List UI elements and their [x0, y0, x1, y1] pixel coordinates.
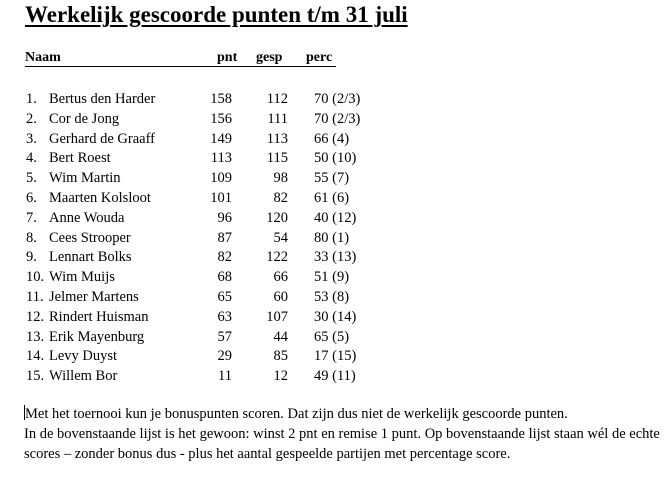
cell-perc: 70 (2/3): [314, 110, 361, 127]
explanation-note: [24, 404, 660, 464]
table-row: [0, 267, 667, 287]
cell-idx: 4.: [26, 150, 37, 167]
cell-pnt: 11: [218, 368, 232, 385]
cell-pnt: 82: [217, 249, 232, 266]
column-header-gesp: gesp: [256, 50, 283, 65]
cell-perc: 80 (1): [314, 229, 350, 246]
column-header-naam: Naam: [25, 50, 61, 65]
cell-gesp: 54: [273, 229, 288, 246]
cell-perc: 33 (13): [314, 249, 357, 266]
cell-gesp: 60: [273, 289, 288, 305]
cell-idx: 8.: [26, 229, 37, 246]
cell-name: Erik Mayenburg: [49, 328, 145, 345]
cell-pnt: 156: [210, 110, 232, 127]
column-header-perc: perc: [306, 50, 333, 65]
cell-pnt: 68: [217, 269, 232, 286]
cell-perc: 40 (12): [314, 209, 357, 226]
cell-name: Gerhard de Graaff: [49, 130, 156, 147]
table-row: [0, 109, 667, 129]
table-row: [0, 327, 667, 347]
cell-gesp: 82: [273, 190, 288, 206]
cell-pnt: 109: [210, 170, 232, 187]
table-row: [0, 366, 667, 386]
cell-perc: 51 (9): [314, 269, 350, 286]
cell-perc: 70 (2/3): [314, 91, 361, 107]
cell-pnt: 101: [210, 190, 232, 206]
cell-idx: 5.: [26, 170, 37, 187]
cell-idx: 11.: [26, 289, 44, 305]
cell-name: Wim Muijs: [49, 269, 115, 286]
cell-perc: 53 (8): [314, 289, 350, 305]
cell-perc: 55 (7): [314, 170, 350, 187]
cell-perc: 66 (4): [314, 130, 350, 147]
note-line-1: Met het toernooi kun je bonuspunten scoren. Dat zijn dus niet de werkelijk gescoorde punten.: [25, 406, 568, 422]
cell-name: Bert Roest: [49, 150, 111, 167]
cell-pnt: 96: [217, 209, 232, 226]
header-underline: [25, 66, 336, 67]
table-row: [0, 188, 667, 208]
cell-perc: 65 (5): [314, 328, 350, 345]
cell-gesp: 107: [266, 308, 288, 325]
cell-gesp: 122: [266, 249, 288, 266]
cell-perc: 30 (14): [314, 308, 357, 325]
cell-name: Maarten Kolsloot: [49, 190, 151, 206]
cell-name: Willem Bor: [49, 368, 118, 385]
table-row: [0, 208, 667, 228]
table-row: [0, 168, 667, 188]
page-title: Werkelijk gescoorde punten t/m 31 juli: [25, 2, 408, 27]
cell-pnt: 29: [217, 348, 232, 365]
cell-gesp: 113: [266, 130, 288, 147]
note-line-2: In de bovenstaande lijst is het gewoon: winst 2 pnt en remise 1 punt. Op bovenstaande lijst staan wél de echte scores – zonder bonus dus - plus het aantal gespeelde partijen met percentage score.: [24, 426, 660, 462]
cell-idx: 7.: [26, 209, 37, 226]
table-row: [0, 307, 667, 327]
cell-idx: 2.: [26, 110, 37, 127]
cell-gesp: 98: [273, 170, 288, 187]
cell-pnt: 158: [210, 91, 232, 107]
cell-name: Lennart Bolks: [49, 249, 132, 266]
cell-idx: 10.: [26, 269, 45, 286]
cell-idx: 9.: [26, 249, 37, 266]
cell-name: Bertus den Harder: [49, 91, 156, 107]
table-row: [0, 346, 667, 366]
cell-gesp: 120: [266, 209, 288, 226]
cell-gesp: 115: [266, 150, 288, 167]
cell-name: Cees Strooper: [49, 229, 131, 246]
cell-perc: 50 (10): [314, 150, 357, 167]
column-header-pnt: pnt: [217, 50, 238, 65]
cell-perc: 17 (15): [314, 348, 357, 365]
table-row: [0, 247, 667, 267]
table-row: [0, 129, 667, 149]
cell-pnt: 63: [217, 308, 232, 325]
cell-name: Jelmer Martens: [49, 289, 139, 305]
cell-perc: 61 (6): [314, 190, 350, 206]
cell-idx: 6.: [26, 190, 37, 206]
cell-gesp: 85: [273, 348, 288, 365]
cell-pnt: 87: [217, 229, 232, 246]
cell-pnt: 113: [210, 150, 232, 167]
cell-pnt: 149: [210, 130, 232, 147]
cell-name: Wim Martin: [49, 170, 121, 187]
cell-name: Anne Wouda: [49, 209, 125, 226]
cell-idx: 13.: [26, 328, 45, 345]
table-row: [0, 287, 667, 307]
cell-gesp: 112: [266, 91, 288, 107]
cell-name: Rindert Huisman: [49, 308, 149, 325]
cell-gesp: 111: [267, 110, 288, 127]
cell-idx: 12.: [26, 308, 45, 325]
cell-name: Cor de Jong: [49, 110, 120, 127]
table-row: [0, 89, 667, 109]
cell-name: Levy Duyst: [49, 348, 118, 365]
cell-idx: 3.: [26, 130, 37, 147]
cell-perc: 49 (11): [314, 368, 356, 385]
cell-gesp: 12: [273, 368, 288, 385]
cell-idx: 1.: [26, 91, 37, 107]
cell-idx: 15.: [26, 368, 45, 385]
table-row: [0, 228, 667, 248]
cell-pnt: 57: [217, 328, 232, 345]
cell-gesp: 66: [273, 269, 288, 286]
cell-gesp: 44: [273, 328, 288, 345]
cell-idx: 14.: [26, 348, 45, 365]
table-row: [0, 148, 667, 168]
cell-pnt: 65: [217, 289, 232, 305]
